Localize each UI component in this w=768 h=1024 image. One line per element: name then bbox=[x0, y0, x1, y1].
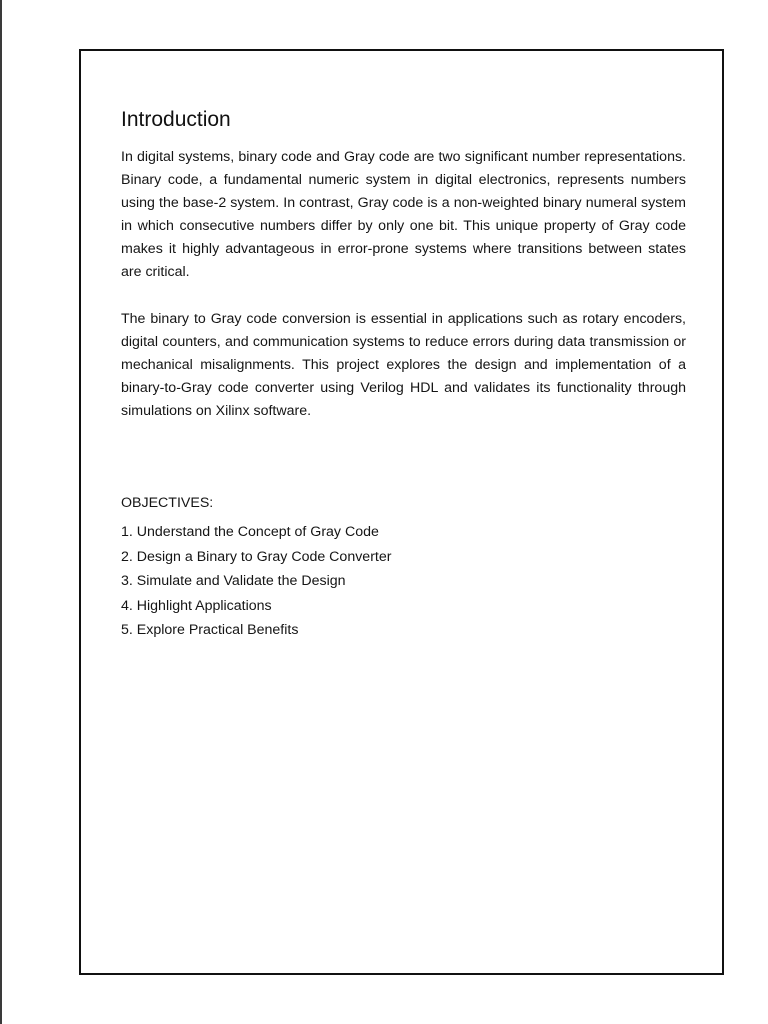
objective-item: 4. Highlight Applications bbox=[121, 597, 272, 614]
objectives-list bbox=[121, 520, 686, 643]
intro-paragraph-2: The binary to Gray code conversion is essential in applications such as rotary encoders, digital counters, and communication systems to reduce errors during data transmission or mechanical misalignments. This project explores the design and implementation of a binary-to-Gray code converter using Verilog HDL and validates its functionality through simulations on Xilinx software. bbox=[121, 311, 686, 419]
objective-item: 3. Simulate and Validate the Design bbox=[121, 573, 346, 589]
screen-edge bbox=[0, 0, 2, 1024]
objectives-heading: OBJECTIVES: bbox=[121, 495, 214, 511]
section-heading: Introduction bbox=[121, 108, 231, 131]
document-content bbox=[121, 106, 686, 643]
objective-item: 2. Design a Binary to Gray Code Converter bbox=[121, 548, 392, 565]
objective-item: 1. Understand the Concept of Gray Code bbox=[121, 524, 379, 540]
intro-paragraph-1: In digital systems, binary code and Gray code are two significant number representations. Binary code, a fundamental numeric system in digital electronics, represents numbers using the base-2 system. In contrast, Gray code is a non-weighted binary numeral system in which consecutive numbers differ by only one bit. This unique property of Gray code makes it highly advantageous in error-prone systems where transitions between states are critical. bbox=[121, 149, 686, 280]
objective-item: 5. Explore Practical Benefits bbox=[121, 622, 299, 638]
